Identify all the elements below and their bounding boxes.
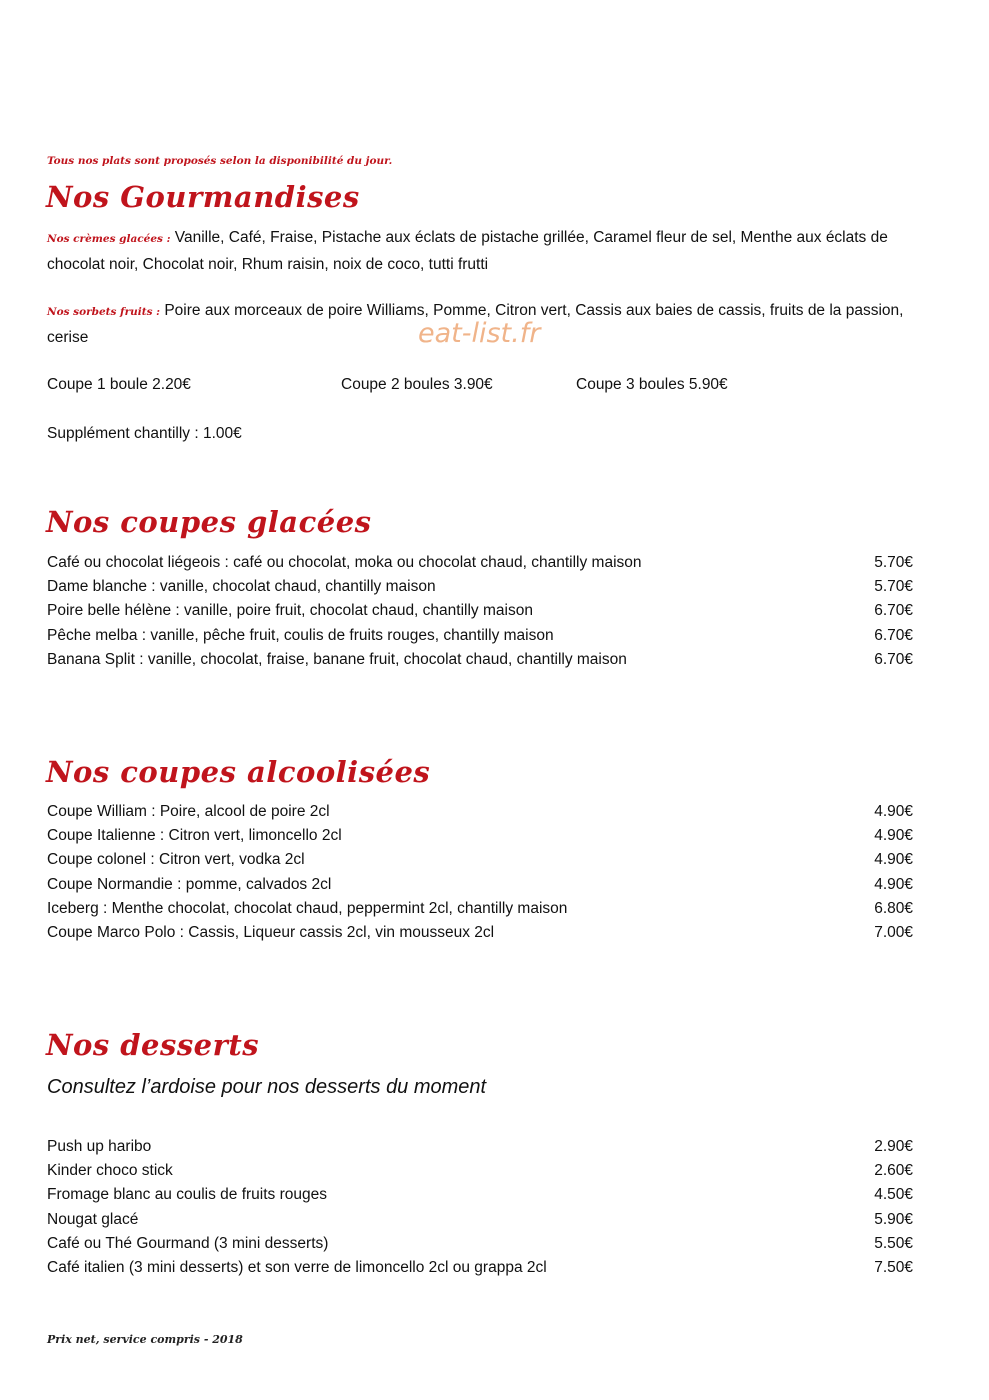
item-name: Kinder choco stick <box>47 1162 173 1180</box>
item-price: 4.90€ <box>874 803 913 820</box>
availability-note: Tous nos plats sont proposés selon la disponibilité du jour. <box>47 155 393 167</box>
footer-note: Prix net, service compris - 2018 <box>47 1333 243 1346</box>
menu-item <box>47 648 913 672</box>
menu-item <box>47 1135 913 1159</box>
item-price: 4.90€ <box>874 875 913 893</box>
menu-item <box>47 800 913 824</box>
menu-item <box>47 1232 913 1256</box>
menu-item <box>47 921 913 945</box>
item-name: Coupe William : Poire, alcool de poire 2cl <box>47 803 330 820</box>
section-title-coupes-glacees: Nos coupes glacées <box>46 505 372 539</box>
item-name: Café italien (3 mini desserts) et son verre de limoncello 2cl ou grappa 2cl <box>47 1258 547 1276</box>
item-name: Pêche melba : vanille, pêche fruit, coulis de fruits rouges, chantilly maison <box>47 626 554 644</box>
section-title-desserts: Nos desserts <box>46 1028 260 1062</box>
menu-item <box>47 624 913 648</box>
coupe-3-boules-price: Coupe 3 boules 5.90€ <box>576 376 728 393</box>
menu-item <box>47 824 913 848</box>
menu-item <box>47 575 913 599</box>
menu-item <box>47 873 913 897</box>
item-name: Poire belle hélène : vanille, poire fruit, chocolat chaud, chantilly maison <box>47 602 533 620</box>
watermark: eat-list.fr <box>418 318 541 349</box>
item-name: Coupe Italienne : Citron vert, limoncello 2cl <box>47 827 342 845</box>
item-name: Coupe Marco Polo : Cassis, Liqueur cassis 2cl, vin mousseux 2cl <box>47 923 495 941</box>
desserts-subtitle: Consultez l’ardoise pour nos desserts du moment <box>47 1076 487 1098</box>
item-name: Push up haribo <box>47 1138 152 1155</box>
coupe-2-boules-price: Coupe 2 boules 3.90€ <box>341 376 493 393</box>
item-name: Coupe Normandie : pomme, calvados 2cl <box>47 875 332 893</box>
item-name: Café ou Thé Gourmand (3 mini desserts) <box>47 1234 329 1252</box>
item-name: Dame blanche : vanille, chocolat chaud, chantilly maison <box>47 578 436 596</box>
item-name: Nougat glacé <box>47 1210 139 1228</box>
sorbets-fruits-label: Nos sorbets fruits : <box>47 306 161 318</box>
item-name: Banana Split : vanille, chocolat, fraise, banane fruit, chocolat chaud, chantilly maison <box>47 650 627 668</box>
menu-item <box>47 1256 913 1280</box>
item-price: 6.80€ <box>874 899 913 917</box>
menu-item <box>47 1208 913 1232</box>
item-price: 7.00€ <box>874 923 913 941</box>
item-price: 6.70€ <box>874 602 913 620</box>
menu-item <box>47 848 913 872</box>
item-price: 4.50€ <box>874 1186 913 1204</box>
menu-item <box>47 1159 913 1183</box>
item-name: Fromage blanc au coulis de fruits rouges <box>47 1186 328 1204</box>
desserts-list <box>47 1135 913 1280</box>
coupes-glacees-list <box>47 551 913 672</box>
item-price: 2.60€ <box>874 1162 913 1180</box>
item-price: 5.90€ <box>874 1210 913 1228</box>
item-name: Iceberg : Menthe chocolat, chocolat chaud, peppermint 2cl, chantilly maison <box>47 899 568 917</box>
item-name: Café ou chocolat liégeois : café ou chocolat, moka ou chocolat chaud, chantilly maison <box>47 554 642 571</box>
section-title-coupes-alcoolisees: Nos coupes alcoolisées <box>46 755 431 789</box>
item-price: 4.90€ <box>874 827 913 845</box>
cremes-glacees-paragraph <box>47 225 917 278</box>
menu-item <box>47 551 913 575</box>
coupes-alcoolisees-list <box>47 800 913 945</box>
section-title-gourmandises: Nos Gourmandises <box>46 180 360 214</box>
menu-item <box>47 1183 913 1207</box>
item-price: 7.50€ <box>874 1258 913 1276</box>
menu-item <box>47 897 913 921</box>
item-price: 5.50€ <box>874 1234 913 1252</box>
supplement-chantilly: Supplément chantilly : 1.00€ <box>47 425 242 442</box>
coupe-1-boule-price: Coupe 1 boule 2.20€ <box>47 376 191 393</box>
menu-item <box>47 599 913 623</box>
cremes-glacees-text: Vanille, Café, Fraise, Pistache aux éclats de pistache grillée, Caramel fleur de sel, Menthe aux éclats de chocolat noir, Chocolat noir, Rhum raisin, noix de coco, tutti frutti <box>47 229 888 273</box>
item-price: 6.70€ <box>874 626 913 644</box>
item-price: 5.70€ <box>874 554 913 571</box>
item-name: Coupe colonel : Citron vert, vodka 2cl <box>47 851 305 869</box>
sorbets-fruits-text: Poire aux morceaux de poire Williams, Pomme, Citron vert, Cassis aux baies de cassis, fruits de la passion, cerise <box>47 302 904 346</box>
item-price: 6.70€ <box>874 650 913 668</box>
item-price: 5.70€ <box>874 578 913 596</box>
item-price: 4.90€ <box>874 851 913 869</box>
item-price: 2.90€ <box>874 1138 913 1155</box>
cremes-glacees-label: Nos crèmes glacées : <box>47 233 171 245</box>
